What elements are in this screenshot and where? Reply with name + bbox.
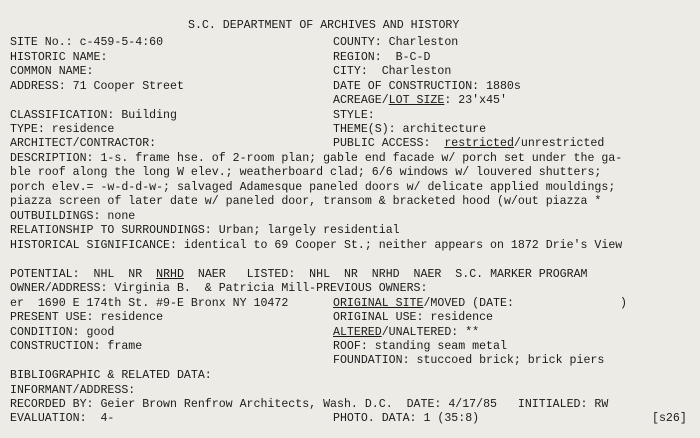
date-of-construction: DATE OF CONSTRUCTION: 1880s [333,80,521,93]
address: ADDRESS: 71 Cooper Street [10,80,184,93]
type: TYPE: residence [10,123,115,136]
county: COUNTY: Charleston [333,36,459,49]
common-name: COMMON NAME: [10,65,94,78]
historical-significance: HISTORICAL SIGNIFICANCE: identical to 69 Cooper St.; neither appears on 1872 Drie's View [10,239,623,252]
original-site-selected: ORIGINAL SITE [333,297,424,310]
description-line: porch elev.= -w-d-d-w-; salvaged Adamesque paneled doors w/ delicate applied mouldings; [10,181,616,194]
potential-listed [10,268,587,282]
sheet-reference: [s26] [652,412,687,425]
classification: CLASSIFICATION: Building [10,109,177,122]
moved-date-close: ) [620,297,627,310]
acreage-lot-size [333,94,507,108]
altered-unaltered [333,326,479,340]
owner-address-cont: er 1690 E 174th St. #9-E Bronx NY 10472 [10,297,289,310]
public-access-rest: /unrestricted [513,137,605,150]
site-number: SITE No.: c-459-5-4:60 [10,36,164,49]
page-title: S.C. DEPARTMENT OF ARCHIVES AND HISTORY [188,19,460,32]
historic-name: HISTORIC NAME: [10,51,108,64]
photo-data: PHOTO. DATA: 1 (35:8) [333,412,480,425]
roof: ROOF: standing seam metal [333,340,507,353]
acreage-label: ACREAGE/ [333,94,389,107]
lot-size-label: LOT SIZE [388,94,445,107]
public-access [333,137,604,151]
bibliographic-data: BIBLIOGRAPHIC & RELATED DATA: [10,369,212,382]
recorded-by: RECORDED BY: Geier Brown Renfrow Architects, Wash. D.C. DATE: 4/17/85 INITIALED: RW [10,398,609,411]
evaluation: EVALUATION: 4- [10,412,115,425]
themes: THEME(S): architecture [333,123,487,136]
description-line: ble roof along the long W elev.; weatherboard clad; 6/6 windows w/ louvered shutters; [10,166,602,179]
region: REGION: B-C-D [333,51,431,64]
lot-size-value: : 23'x45' [444,94,507,107]
public-access-label: PUBLIC ACCESS: [333,137,445,150]
potential-rest: NAER LISTED: NHL NR NRHD NAER S.C. MARKER PROGRAM [183,268,588,281]
city: CITY: Charleston [333,65,452,78]
description-line: DESCRIPTION: 1-s. frame hse. of 2-room plan; gable end facade w/ porch set under the ga- [10,152,623,165]
altered-selected: ALTERED [333,326,382,339]
condition: CONDITION: good [10,326,115,339]
owner-address: OWNER/ADDRESS: Virginia B. & Patricia Mill-PREVIOUS OWNERS: [10,282,428,295]
public-access-selected: restricted [444,137,514,150]
potential-selected: NRHD [156,268,184,281]
original-site-moved [333,297,514,311]
architect-contractor: ARCHITECT/CONTRACTOR: [10,137,157,150]
description-line: piazza screen of later date w/ paneled door, transom & bracketed hood (w/out piazza * [10,195,602,208]
construction: CONSTRUCTION: frame [10,340,143,353]
present-use: PRESENT USE: residence [10,311,164,324]
foundation: FOUNDATION: stuccoed brick; brick piers [333,354,605,367]
style: STYLE: [333,109,375,122]
potential-label: POTENTIAL: NHL NR [10,268,157,281]
original-use: ORIGINAL USE: residence [333,311,494,324]
original-site-rest: /MOVED (DATE: [423,297,514,310]
relationship-to-surroundings: RELATIONSHIP TO SURROUNDINGS: Urban; largely residential [10,224,400,237]
altered-rest: /UNALTERED: ** [381,326,480,339]
outbuildings: OUTBUILDINGS: none [10,210,136,223]
informant-address: INFORMANT/ADDRESS: [10,384,136,397]
